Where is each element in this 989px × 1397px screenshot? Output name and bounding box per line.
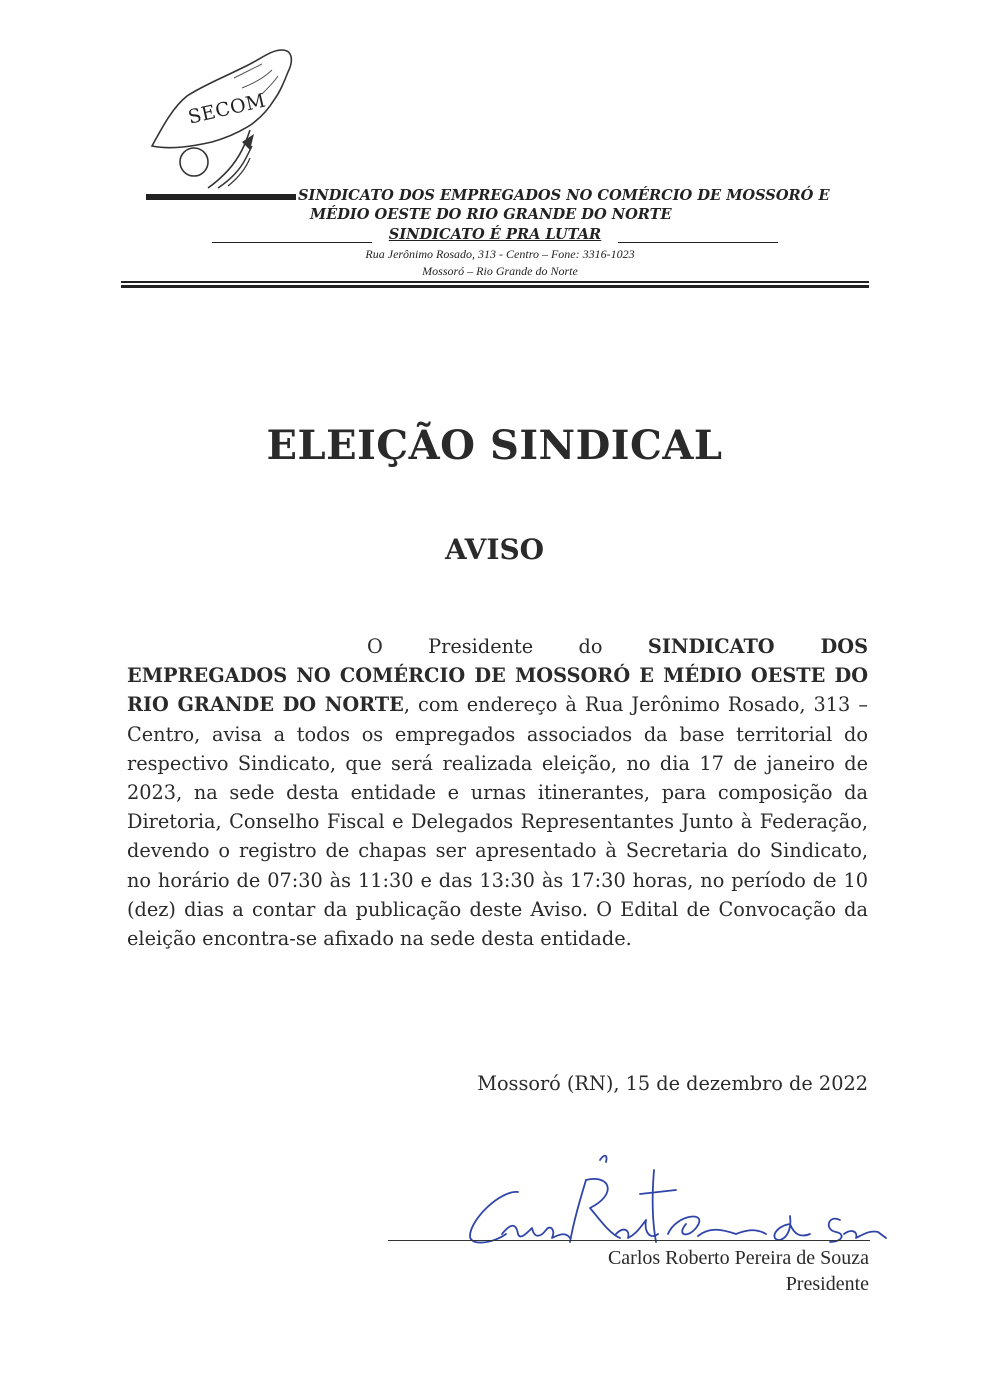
address-line-1: Rua Jerônimo Rosado, 313 - Centro – Fone: 3316-1023 — [365, 247, 635, 261]
address-line-2: Mossoró – Rio Grande do Norte — [422, 264, 578, 278]
body-union-name: SINDICATO DOS EMPREGADOS NO COMÉRCIO DE MOSSORÓ E MÉDIO OESTE DO RIO GRANDE DO NORTE — [127, 635, 868, 717]
signature-line — [388, 1240, 870, 1241]
union-name-line2: MÉDIO OESTE DO RIO GRANDE DO NORTE — [310, 206, 672, 223]
body-rest: , com endereço à Rua Jerônimo Rosado, 313 – Centro, avisa a todos os empregados associados da base territorial do respectivo Sindicato, que será realizada eleição, no dia 17 de janeiro de 2023, na sede desta entidade e urnas itinerantes, para composição da Diretoria, Conselho Fiscal e Delegados Representantes Junto à Federação, devendo o registro de chapas ser apresentado à Secretaria do Sindicato, no horário de 07:30 às 11:30 e das 13:30 às 17:30 horas, no período de 10 (dez) dias a contar da publicação deste Aviso. O Edital de Convocação da eleição encontra-se afixado na sede desta entidade. — [127, 693, 868, 951]
document-subtitle: AVISO — [444, 533, 545, 566]
union-name-line1: SINDICATO DOS EMPREGADOS NO COMÉRCIO DE MOSSORÓ E — [298, 187, 830, 204]
letterhead-rule-thick — [121, 285, 869, 288]
document-title: ELEIÇÃO SINDICAL — [266, 422, 723, 469]
signer-role: Presidente — [785, 1273, 869, 1295]
body-intro: O Presidente do — [367, 635, 648, 658]
union-name — [298, 186, 878, 224]
date-line: Mossoró (RN), 15 de dezembro de 2022 — [477, 1072, 868, 1095]
motto-rule-left — [212, 242, 372, 243]
signature-handwritten-text: Carlos Roberto Pereira de Souza — [440, 1150, 457, 1151]
notice-body — [127, 632, 868, 953]
letterhead-rule-thin — [121, 281, 869, 283]
handwritten-signature — [440, 1150, 890, 1250]
motto-row — [212, 225, 778, 245]
secom-logo — [142, 38, 302, 198]
motto: SINDICATO É PRA LUTAR — [388, 226, 602, 243]
logo-text: SECOM — [186, 89, 268, 129]
signer-name: Carlos Roberto Pereira de Souza — [607, 1247, 869, 1269]
motto-rule-right — [618, 242, 778, 243]
letterhead-bar — [146, 194, 296, 200]
